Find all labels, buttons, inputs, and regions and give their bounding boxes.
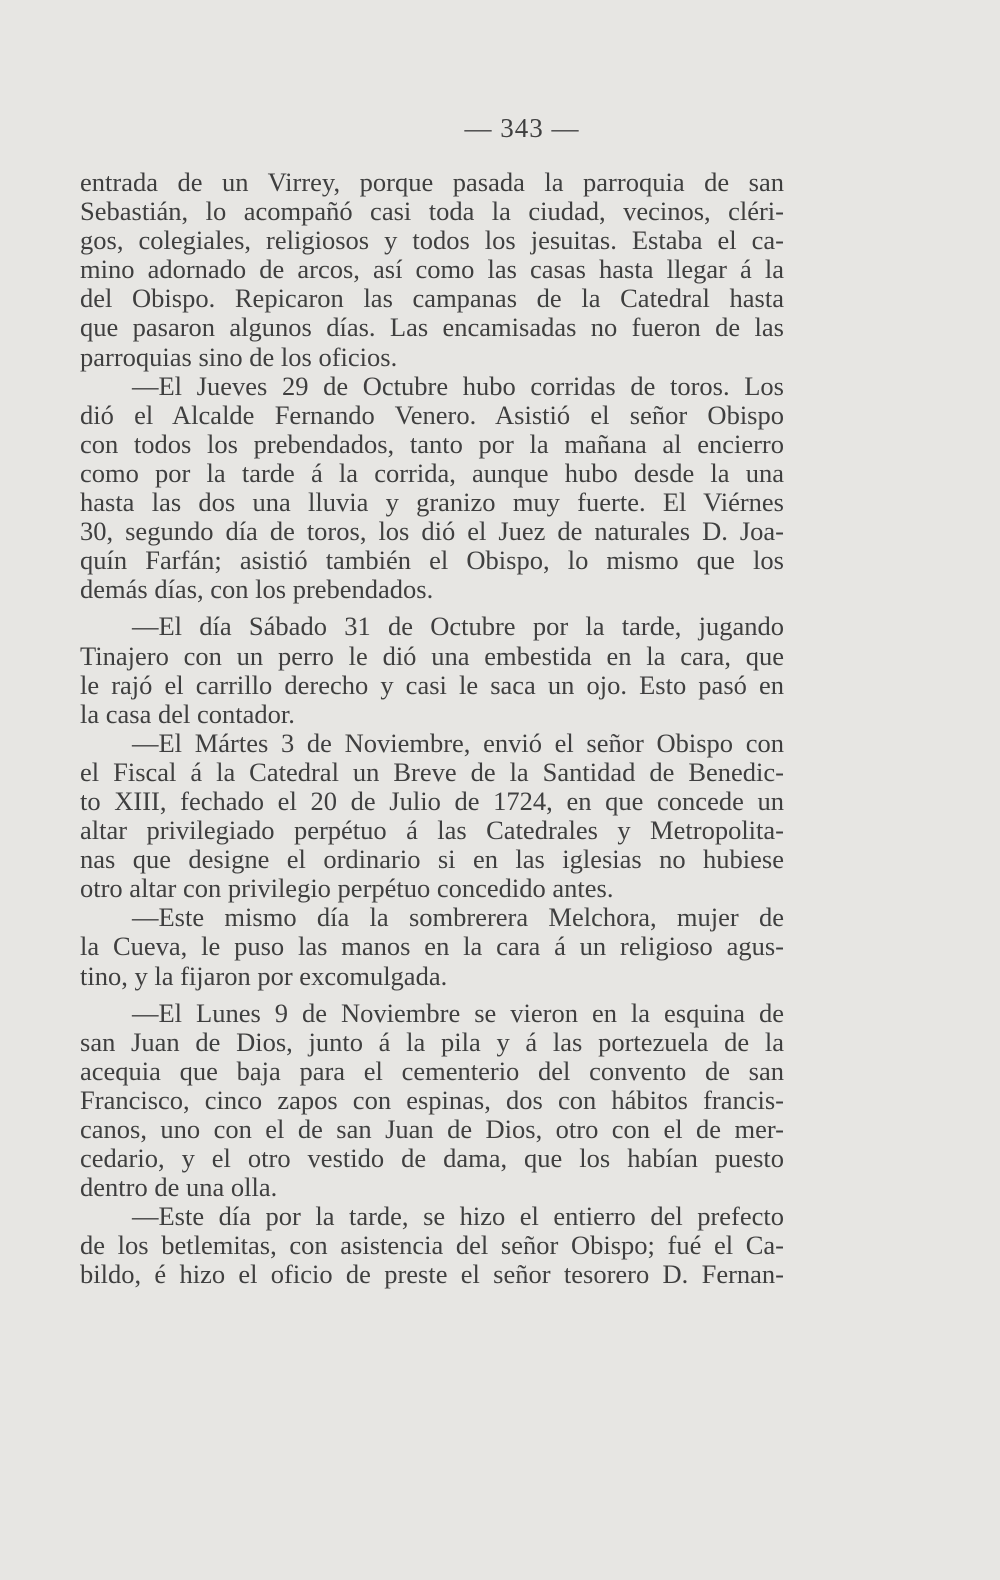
text-line: —Este mismo día la sombrerera Melchora, mujer de: [132, 902, 784, 933]
text-line: to XIII, fechado el 20 de Julio de 1724, en que concede un: [80, 785, 784, 816]
text-line: bildo, é hizo el oficio de preste el señor tesorero D. Fernan-: [80, 1259, 784, 1290]
text-line: cedario, y el otro vestido de dama, que los habían puesto: [80, 1143, 784, 1174]
text-line: dió el Alcalde Fernando Venero. Asistió el señor Obispo: [80, 399, 784, 430]
paragraph: [80, 372, 784, 605]
text-line: altar privilegiado perpétuo á las Catedrales y Metropolita-: [80, 815, 784, 846]
paragraph: [80, 903, 784, 990]
text-line: nas que designe el ordinario si en las iglesias no hubiese: [80, 844, 784, 875]
text-line: 30, segundo día de toros, los dió el Juez de naturales D. Joa-: [80, 516, 784, 547]
text-line: quín Farfán; asistió también el Obispo, lo mismo que los: [80, 545, 784, 576]
text-line: otro altar con privilegio perpétuo concedido antes.: [80, 873, 614, 904]
paragraph: [80, 729, 784, 904]
body-text: [80, 168, 784, 1290]
text-line: —El Mártes 3 de Noviembre, envió el señor Obispo con: [132, 727, 784, 758]
text-line: Sebastián, lo acompañó casi toda la ciudad, vecinos, cléri-: [80, 196, 784, 227]
paragraph: [80, 999, 784, 1203]
text-line: gos, colegiales, religiosos y todos los jesuitas. Estaba el ca-: [80, 225, 784, 256]
text-line: como por la tarde á la corrida, aunque hubo desde la una: [80, 457, 784, 488]
text-line: Francisco, cinco zapos con espinas, dos con hábitos francis-: [80, 1084, 784, 1115]
paragraph: [80, 168, 784, 372]
text-line: —El día Sábado 31 de Octubre por la tarde, jugando: [132, 611, 784, 642]
text-line: entrada de un Virrey, porque pasada la parroquia de san: [80, 167, 784, 197]
text-line: parroquias sino de los oficios.: [80, 341, 398, 372]
text-line: canos, uno con el de san Juan de Dios, otro con el de mer-: [80, 1114, 784, 1144]
text-line: —El Lunes 9 de Noviembre se vieron en la esquina de: [132, 997, 784, 1028]
page-number: — 343 —: [464, 113, 580, 143]
text-line: tino, y la fijaron por excomulgada.: [80, 960, 448, 991]
paragraph: [80, 612, 784, 728]
text-line: la casa del contador.: [80, 698, 295, 729]
text-line: acequia que baja para el cementerio del convento de san: [80, 1055, 784, 1086]
text-line: le rajó el carrillo derecho y casi le saca un ojo. Esto pasó en: [80, 669, 784, 700]
text-line: demás días, con los prebendados.: [80, 574, 434, 605]
text-line: la Cueva, le puso las manos en la cara á un religioso agus-: [80, 931, 784, 962]
text-line: con todos los prebendados, tanto por la mañana al encierro: [80, 428, 784, 459]
text-line: —El Jueves 29 de Octubre hubo corridas de toros. Los: [132, 370, 784, 401]
text-line: san Juan de Dios, junto á la pila y á las portezuela de la: [80, 1026, 784, 1057]
paragraph: [80, 1202, 784, 1289]
text-line: el Fiscal á la Catedral un Breve de la Santidad de Benedic-: [80, 756, 784, 787]
text-line: dentro de una olla.: [80, 1172, 278, 1203]
text-line: —Este día por la tarde, se hizo el entierro del prefecto: [132, 1201, 784, 1232]
text-line: mino adornado de arcos, así como las casas hasta llegar á la: [80, 254, 784, 285]
text-line: hasta las dos una lluvia y granizo muy fuerte. El Viérnes: [80, 487, 784, 518]
text-line: de los betlemitas, con asistencia del señor Obispo; fué el Ca-: [80, 1230, 784, 1261]
text-line: que pasaron algunos días. Las encamisadas no fueron de las: [80, 312, 784, 343]
text-line: Tinajero con un perro le dió una embestida en la cara, que: [80, 640, 784, 671]
text-line: del Obispo. Repicaron las campanas de la Catedral hasta: [80, 283, 784, 314]
